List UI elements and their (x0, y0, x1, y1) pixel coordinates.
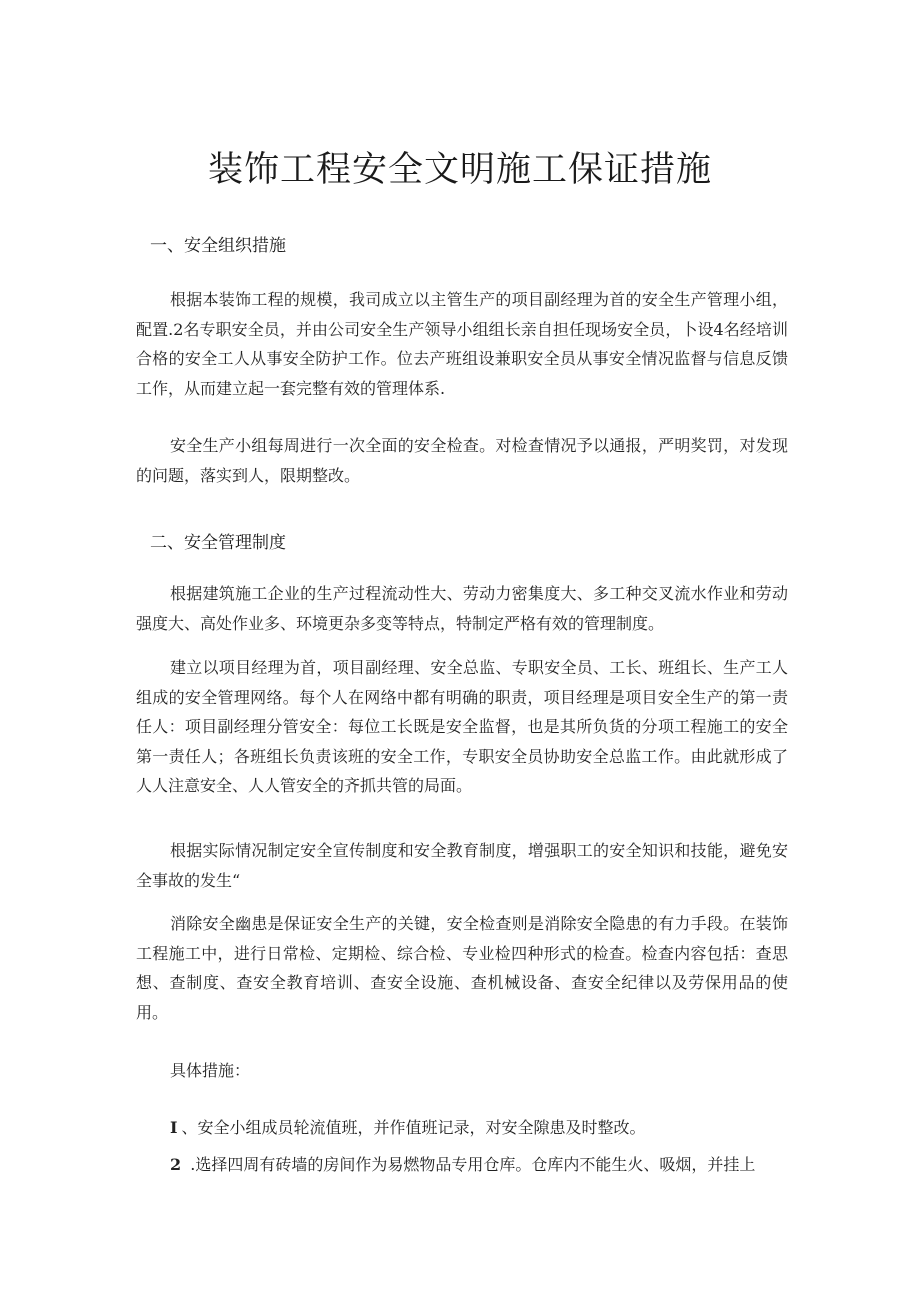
section-heading-safety-organization: 一、安全组织措施 (150, 236, 286, 256)
list-item-number: 2 (170, 1155, 182, 1174)
paragraph-management-rules: 根据建筑施工企业的生产过程流动性大、劳动力密集度大、多工种交叉流水作业和劳动强度大、高处作业多、环境更杂多变等特点，特制定严格有效的管理制度。 (136, 584, 788, 633)
list-item-number: I (170, 1118, 178, 1137)
list-item-storage-room (170, 1150, 788, 1180)
paragraph-weekly-inspection: 安全生产小组每周进行一次全面的安全检查。对检查情况予以通报，严明奖罚，对发现的问题，落实到人，限期整改。 (136, 436, 788, 485)
list-item-duty-rotation (170, 1113, 788, 1143)
list-item-text: 、安全小组成员轮流值班，并作值班记录，对安全隙患及时整改。 (181, 1118, 646, 1137)
paragraph-organization-setup: 根据本装饰工程的规模，我司成立以主管生产的项目副经理为首的安全生产管理小组，配置.2名专职安全员，并由公司安全生产领导小组组长亲自担任现场安全员，卜设4名经培训合格的安全工人从事安全防护工作。位去产班组设兼职安全员从事安全情况监督与信息反馈工作，从而建立起一套完整有效的管理体系. (136, 290, 788, 398)
section-heading-management-system: 二、安全管理制度 (150, 533, 286, 553)
paragraph-safety-education: 根据实际情况制定安全宣传制度和安全教育制度，增强职工的安全知识和技能，避免安全事故的发生“ (136, 841, 788, 890)
list-item-text: .选择四周有砖墙的房间作为易燃物品专用仓库。仓库内不能生火、吸烟，并挂上 (185, 1155, 756, 1174)
paragraph-management-network: 建立以项目经理为首，项目副经理、安全总监、专职安全员、工长、班组长、生产工人组成的安全管理网络。每个人在网络中都有明确的职责，项目经理是项目安全生产的第一责任人：项目副经理分管安全：每位工长既是安全监督，也是其所负货的分项工程施工的安全第一责任人；各班组长负责该班的安全工作，专职安全员协助安全总监工作。由此就形成了人人注意安全、人人管安全的齐抓共管的局面。 (136, 658, 788, 795)
paragraph-safety-inspection: 消除安全幽患是保证安全生产的关键，安全检查则是消除安全隐患的有力手段。在装饰工程施工中，进行日常检、定期检、综合检、专业检四种形式的检查。检查内容包括：查思想、查制度、查安全教育培训、查安全设施、查机械设备、查安全纪律以及劳保用品的使用。 (136, 914, 788, 1022)
document-title: 装饰工程安全文明施工保证措施 (207, 150, 712, 190)
paragraph-specific-measures-label: 具体措施： (170, 1061, 251, 1080)
